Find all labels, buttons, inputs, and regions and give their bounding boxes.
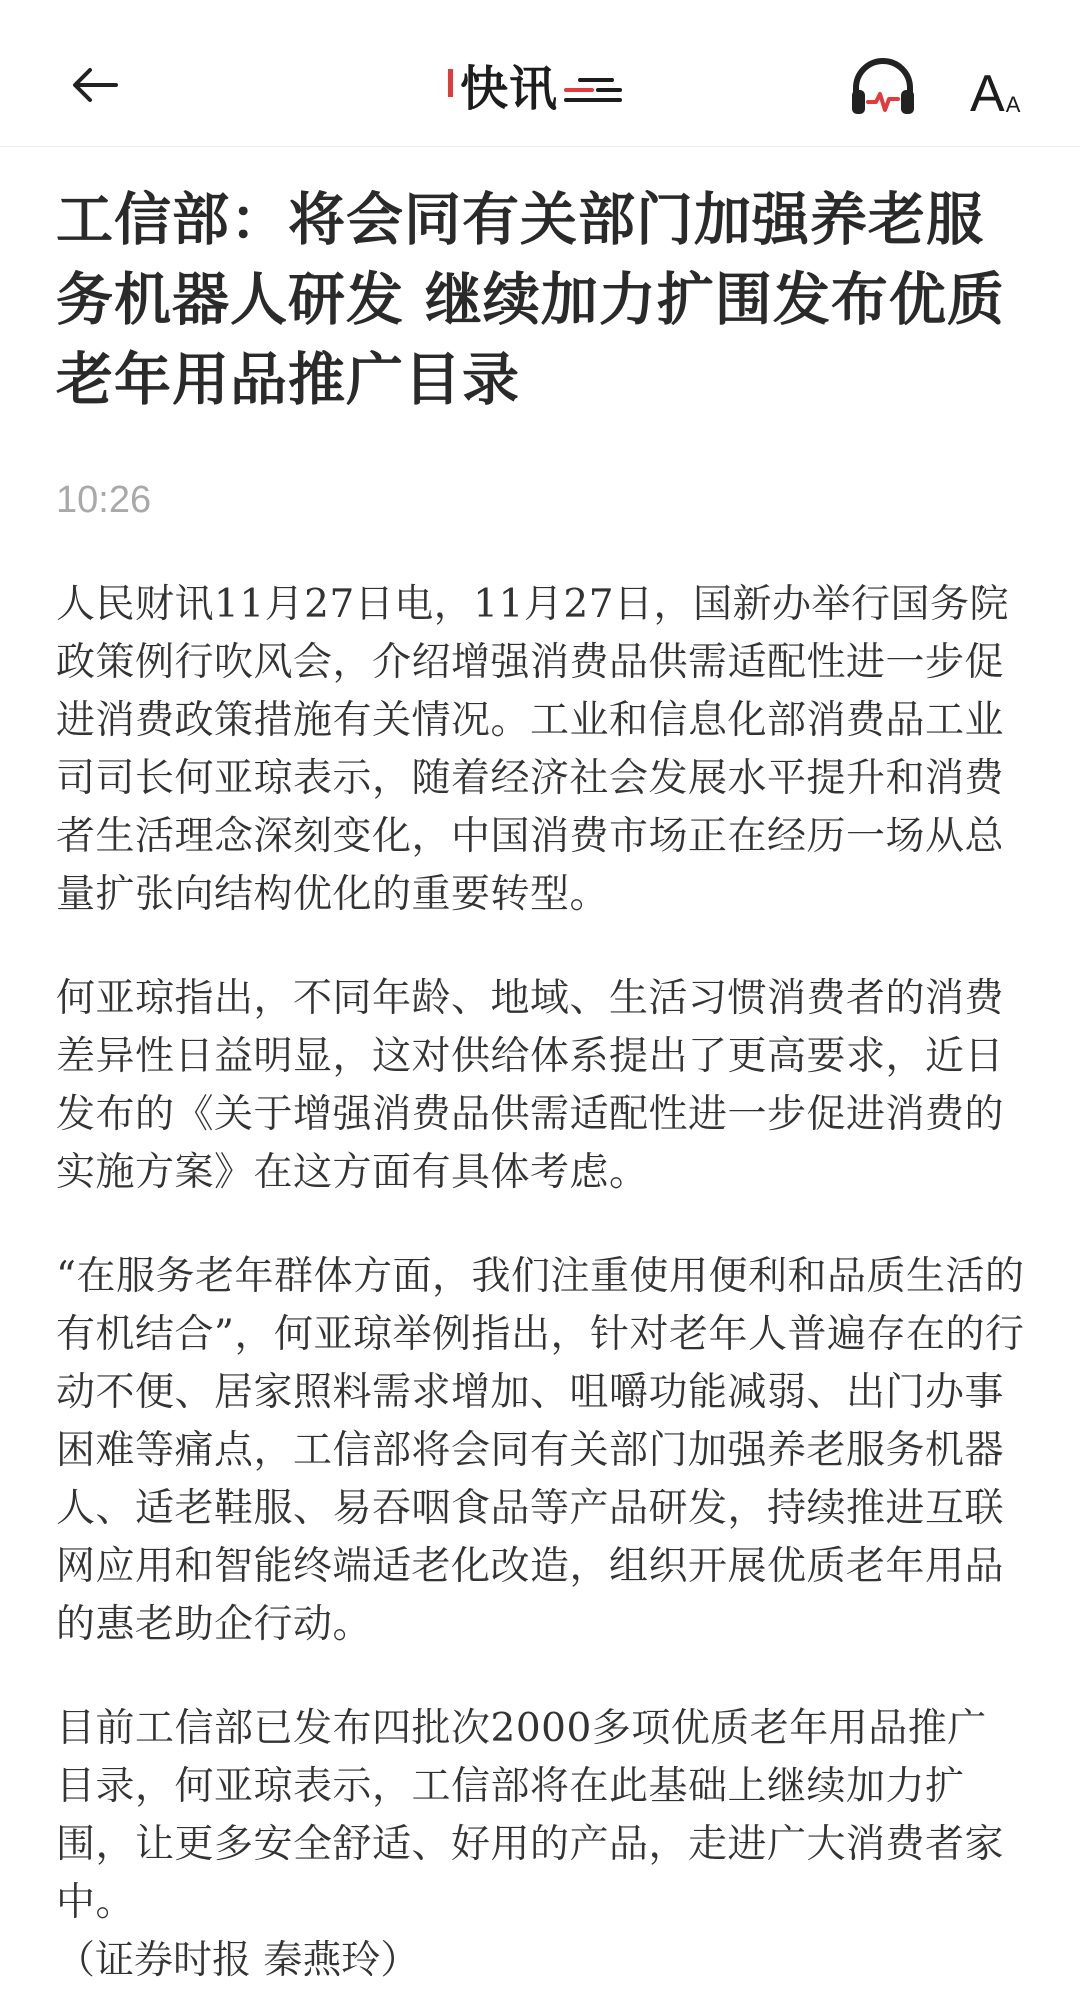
article-source: （证券时报 秦燕玲） bbox=[56, 1938, 420, 1983]
brand-lines-mark bbox=[564, 74, 622, 104]
brand-logo bbox=[448, 58, 622, 120]
brand-name: 快讯 bbox=[460, 61, 559, 117]
top-navigation-bar bbox=[0, 0, 1080, 147]
article-paragraph-3: “在服务老年群体方面，我们注重使用便利和品质生活的有机结合”，何亚琼举例指出，针对老年人普遍存在的行动不便、居家照料需求增加、咀嚼功能减弱、出门办事困难等痛点，工信部将会同有关部门加强养老服务机器人、适老鞋服、易吞咽食品等产品研发，持续推进互联网应用和智能终端适老化改造，组织开展优质老年用品的惠老助企行动。 bbox=[56, 1254, 1025, 1647]
arrow-left-icon bbox=[70, 65, 120, 105]
publish-time: 10:26 bbox=[56, 479, 152, 521]
audio-play-button[interactable] bbox=[848, 52, 918, 122]
article-body bbox=[56, 576, 1026, 1990]
article-paragraph-4: 目前工信部已发布四批次2000多项优质老年用品推广目录，何亚琼表示，工信部将在此基础上继续加力扩围，让更多安全舒适、好用的产品，走进广大消费者家中。 bbox=[56, 1706, 1005, 1925]
font-size-icon: A bbox=[970, 65, 1005, 123]
article-title: 工信部：将会同有关部门加强养老服务机器人研发 继续加力扩围发布优质老年用品推广目录 bbox=[56, 187, 1005, 413]
article-content bbox=[56, 180, 1026, 1990]
brand-accent-mark bbox=[448, 69, 453, 97]
back-button[interactable] bbox=[60, 50, 130, 120]
font-size-button[interactable] bbox=[970, 60, 1036, 123]
headphones-icon bbox=[848, 52, 918, 122]
article-paragraph-1: 人民财讯11月27日电，11月27日，国新办举行国务院政策例行吹风会，介绍增强消费品供需适配性进一步促进消费政策措施有关情况。工业和信息化部消费品工业司司长何亚琼表示，随着经济社会发展水平提升和消费者生活理念深刻变化，中国消费市场正在经历一场从总量扩张向结构优化的重要转型。 bbox=[56, 582, 1010, 917]
article-paragraph-2: 何亚琼指出，不同年龄、地域、生活习惯消费者的消费差异性日益明显，这对供给体系提出了更高要求，近日发布的《关于增强消费品供需适配性进一步促进消费的实施方案》在这方面有具体考虑。 bbox=[56, 976, 1005, 1195]
font-size-icon-small: A bbox=[1005, 92, 1021, 117]
